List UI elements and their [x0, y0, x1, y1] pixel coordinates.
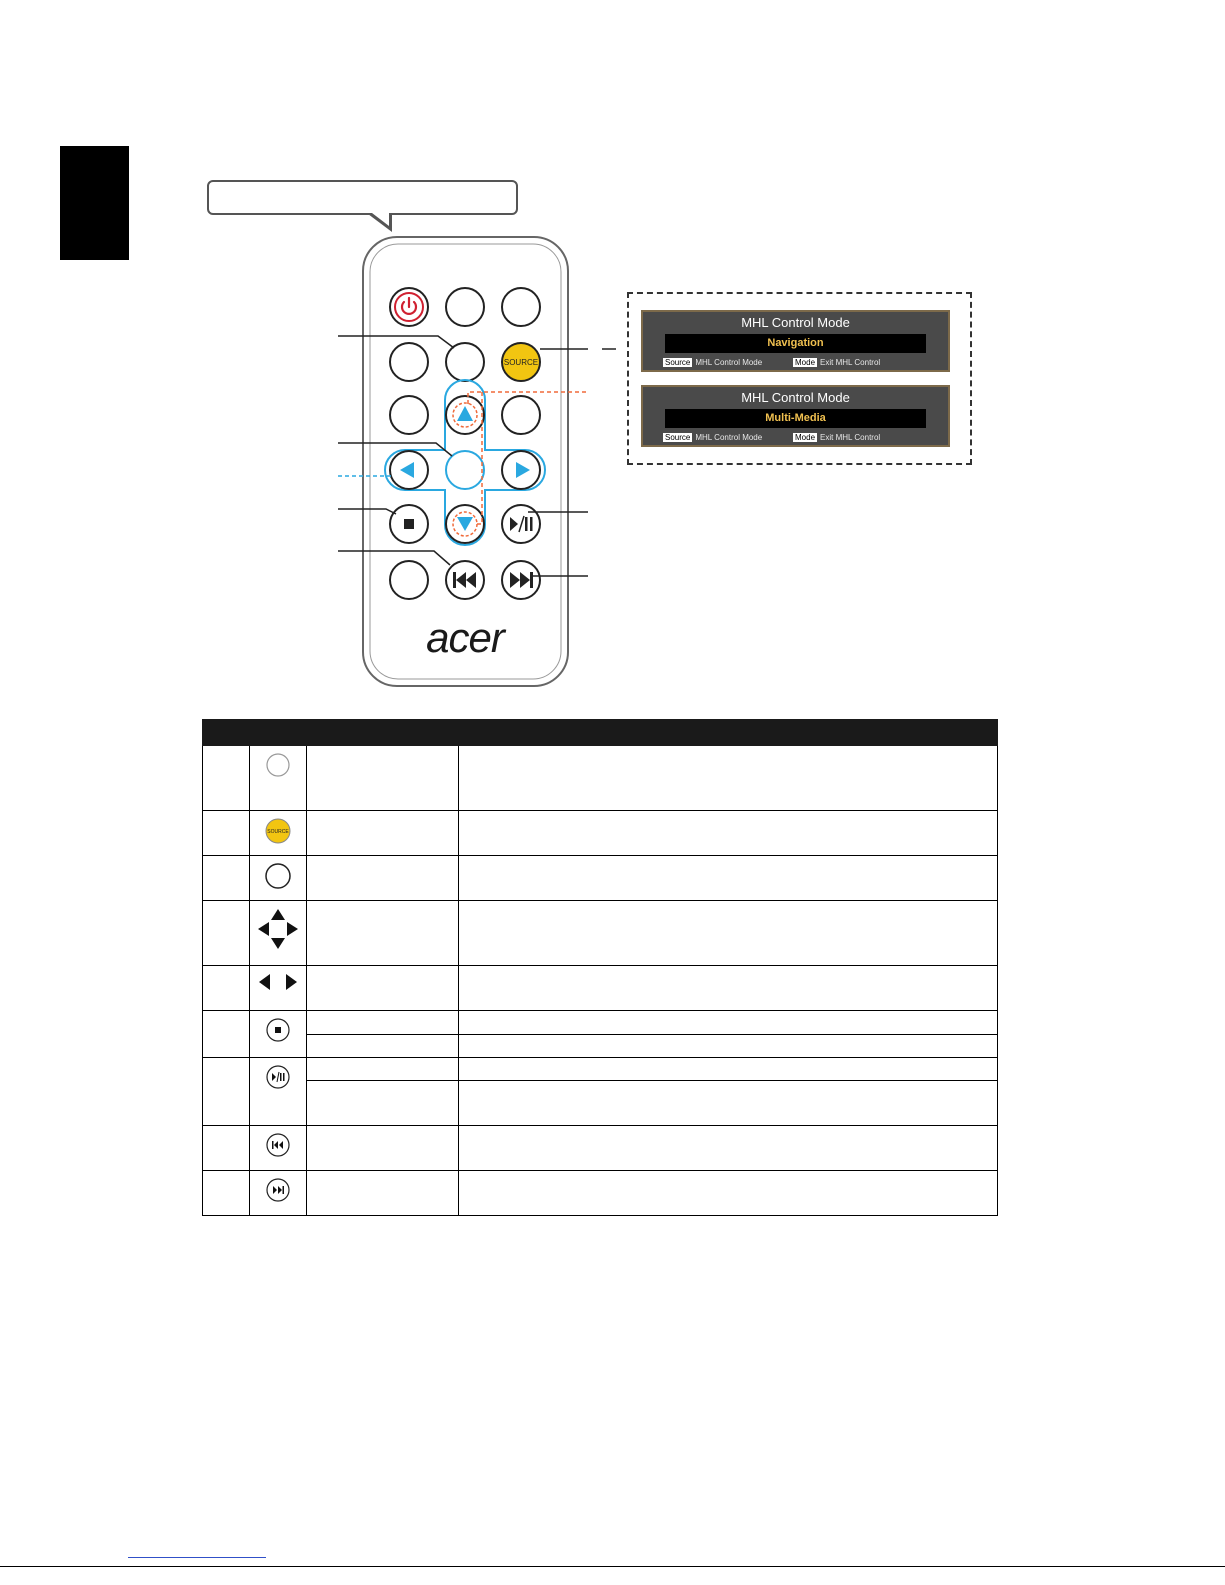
- osd-hint-text: Exit MHL Control: [820, 433, 881, 442]
- table-header-row: [203, 720, 998, 746]
- table-row: [203, 746, 998, 811]
- table-row: [203, 1035, 998, 1058]
- table-cell: [458, 1011, 997, 1035]
- table-cell: [203, 901, 250, 966]
- table-cell: [203, 1171, 250, 1216]
- remote-button-r3-1: [390, 396, 428, 434]
- osd-hint: [793, 433, 880, 442]
- osd-hint-text: Exit MHL Control: [820, 358, 881, 367]
- table-icon-cell: [249, 1126, 306, 1171]
- osd-hint: [793, 358, 880, 367]
- remote-button-r1-2: [446, 288, 484, 326]
- table-cell: [458, 901, 997, 966]
- function-table: [202, 719, 998, 1216]
- osd-hints: [663, 358, 953, 370]
- remote-button-r1-3: [502, 288, 540, 326]
- osd-hint-key: Source: [665, 433, 691, 442]
- footer-link-underline[interactable]: [128, 1557, 266, 1558]
- osd-hint-text: MHL Control Mode: [695, 433, 763, 442]
- osd-hint: [663, 433, 762, 442]
- four-direction-arrows-icon: [256, 907, 300, 951]
- table-cell: [306, 746, 458, 811]
- table-cell: [458, 1058, 997, 1081]
- table-cell: [458, 1081, 997, 1126]
- table-cell: [458, 966, 997, 1011]
- remote-button-r6-1: [390, 561, 428, 599]
- table-cell: [203, 1126, 250, 1171]
- table-header-cell: [458, 720, 997, 746]
- table-icon-cell: [249, 746, 306, 811]
- table-cell: [306, 1171, 458, 1216]
- acer-logo: acer: [426, 614, 504, 661]
- remote-button-r3-3: [502, 396, 540, 434]
- table-cell: [458, 746, 997, 811]
- table-cell: [203, 966, 250, 1011]
- table-icon-cell: [249, 1011, 306, 1058]
- table-icon-cell: [249, 1171, 306, 1216]
- table-header-cell: [203, 720, 250, 746]
- table-cell: [306, 811, 458, 856]
- stop-icon: [404, 519, 414, 529]
- table-cell: [306, 901, 458, 966]
- table-cell: [306, 1081, 458, 1126]
- table-cell: [458, 1035, 997, 1058]
- table-cell: [203, 746, 250, 811]
- osd-hint-key: Mode: [795, 358, 816, 367]
- ok-button: [446, 451, 484, 489]
- next-track-icon: [265, 1177, 291, 1203]
- source-button-label: SOURCE: [503, 358, 539, 367]
- osd-hints: [663, 433, 953, 445]
- table-row: [203, 1081, 998, 1126]
- mhl-osd-frame: [627, 292, 972, 465]
- table-cell: [306, 1035, 458, 1058]
- table-cell: [203, 811, 250, 856]
- left-right-arrows-icon: [256, 972, 300, 992]
- osd-hint-key: Mode: [795, 433, 816, 442]
- footer-rule: [0, 1566, 1225, 1567]
- table-cell: [306, 1011, 458, 1035]
- table-cell: [306, 1058, 458, 1081]
- table-row: [203, 966, 998, 1011]
- table-cell: [458, 856, 997, 901]
- remote-control-diagram: [0, 0, 1225, 700]
- osd-title: MHL Control Mode: [741, 315, 850, 330]
- table-cell: [203, 1011, 250, 1058]
- table-cell: [306, 1126, 458, 1171]
- table-row: [203, 811, 998, 856]
- table-row: [203, 1171, 998, 1216]
- table-cell: [203, 1058, 250, 1126]
- osd-panel-navigation: [641, 310, 950, 372]
- osd-mode-value: Multi-Media: [665, 409, 926, 428]
- source-icon-label: SOURCE: [267, 829, 289, 835]
- table-row: [203, 1058, 998, 1081]
- source-button-icon: [264, 817, 292, 845]
- table-cell: [458, 811, 997, 856]
- table-icon-cell: [249, 856, 306, 901]
- mode-button: [446, 343, 484, 381]
- previous-track-icon: [265, 1132, 291, 1158]
- circle-button-icon: [264, 862, 292, 890]
- table-cell: [458, 1171, 997, 1216]
- circle-button-icon: [265, 752, 291, 778]
- osd-hint: [663, 358, 762, 367]
- table-row: [203, 901, 998, 966]
- play-pause-icon: [265, 1064, 291, 1090]
- table-cell: [203, 856, 250, 901]
- osd-panel-multimedia: [641, 385, 950, 447]
- table-row: [203, 1011, 998, 1035]
- table-icon-cell: [249, 1058, 306, 1126]
- table-row: [203, 856, 998, 901]
- table-header-cell: [249, 720, 306, 746]
- osd-hint-text: MHL Control Mode: [695, 358, 763, 367]
- table-header-cell: [306, 720, 458, 746]
- osd-title: MHL Control Mode: [741, 390, 850, 405]
- table-icon-cell: [249, 811, 306, 856]
- osd-mode-value: Navigation: [665, 334, 926, 353]
- osd-hint-key: Source: [665, 358, 691, 367]
- table-icon-cell: [249, 901, 306, 966]
- table-cell: [458, 1126, 997, 1171]
- table-icon-cell: [249, 966, 306, 1011]
- table-cell: [306, 966, 458, 1011]
- stop-icon: [265, 1017, 291, 1043]
- table-row: [203, 1126, 998, 1171]
- remote-button-r2-1: [390, 343, 428, 381]
- table-cell: [306, 856, 458, 901]
